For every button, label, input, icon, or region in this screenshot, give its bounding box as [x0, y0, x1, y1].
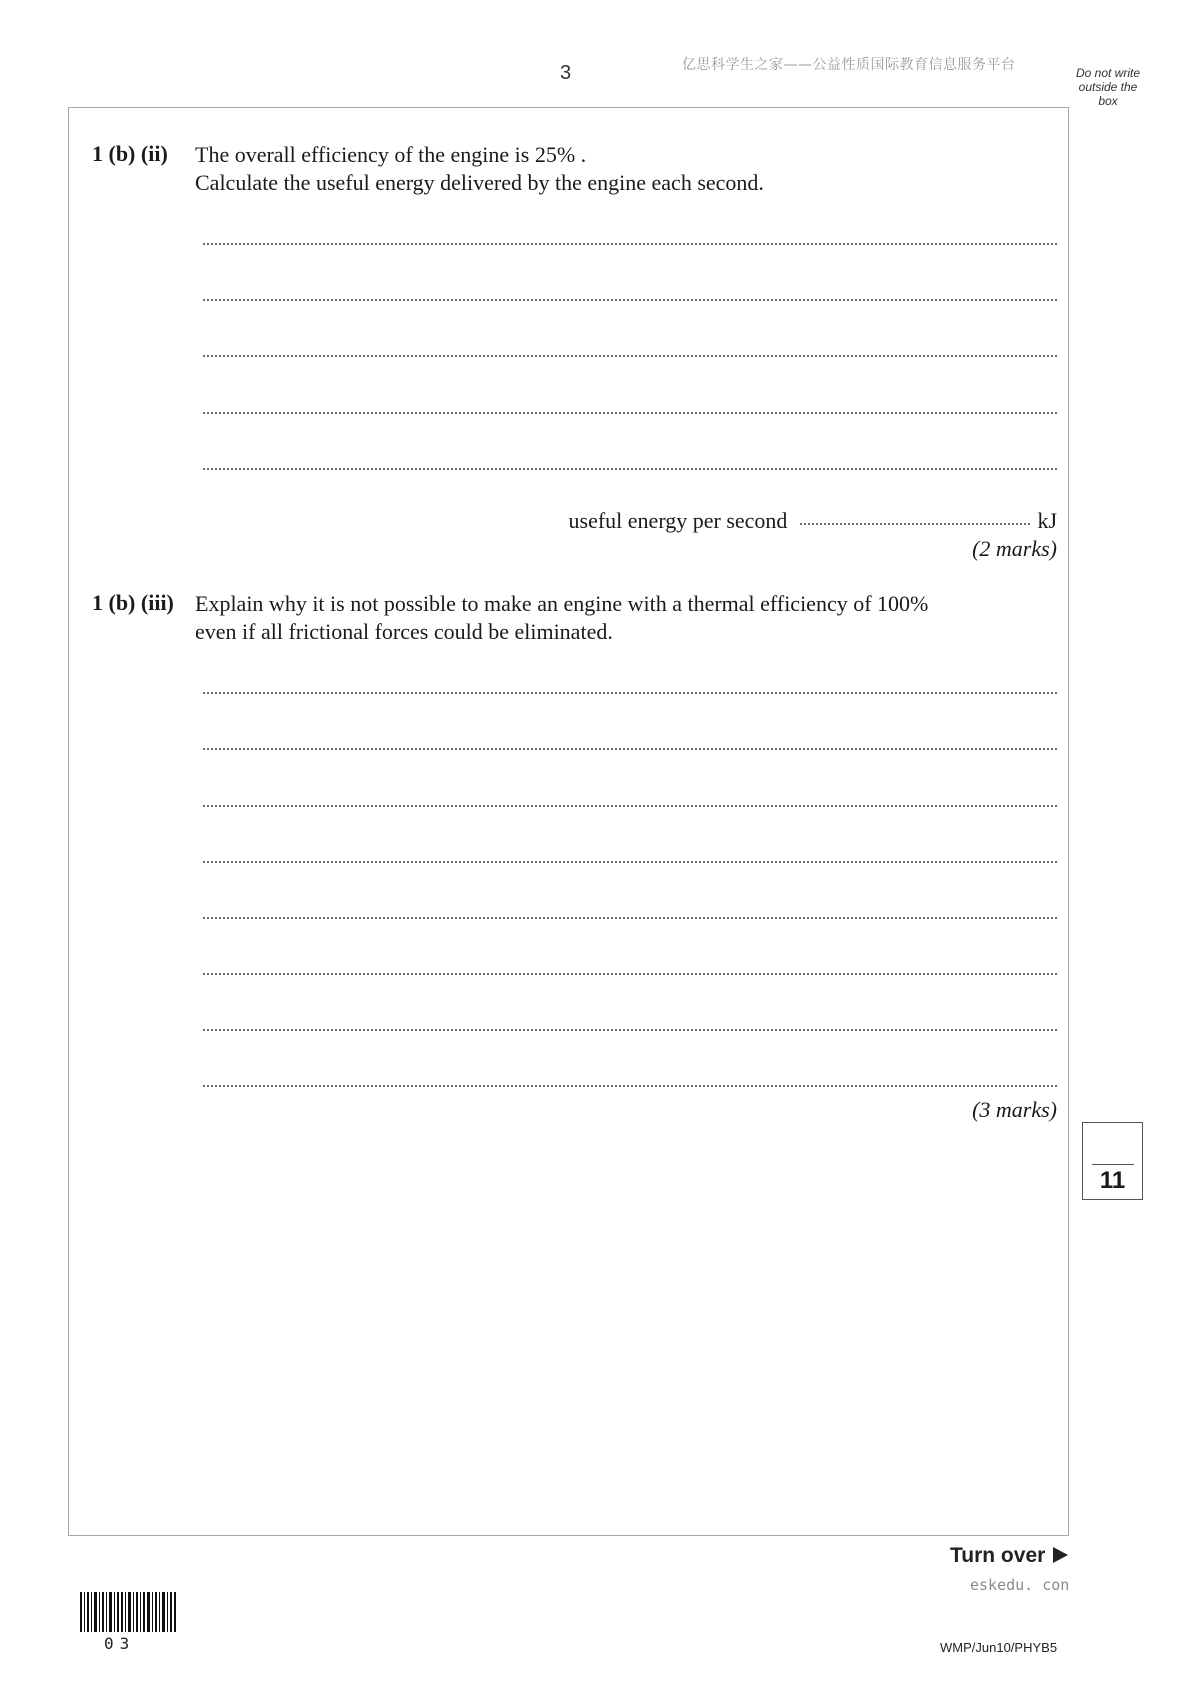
final-answer-field[interactable]: [799, 523, 1031, 525]
answer-line-b-iii-4[interactable]: [202, 861, 1057, 863]
answer-line-b-iii-1[interactable]: [202, 692, 1057, 694]
answer-line-b-iii-5[interactable]: [202, 917, 1057, 919]
question-number-b-iii: 1 (b) (iii): [92, 590, 174, 615]
score-total: 11: [1099, 1167, 1126, 1194]
paper-code: WMP/Jun10/PHYB5: [940, 1640, 1058, 1655]
question-b-iii-line-2: even if all frictional forces could be eliminated.: [195, 619, 613, 644]
answer-line-b-ii-4[interactable]: [202, 412, 1057, 414]
turn-over-text: Turn over: [950, 1544, 1046, 1567]
answer-line-b-iii-3[interactable]: [202, 805, 1057, 807]
question-b-ii-line-2: Calculate the useful energy delivered by the engine each second.: [195, 170, 764, 195]
question-b-iii-line-1: Explain why it is not possible to make an engine with a thermal efficiency of 100%: [195, 591, 929, 616]
marks-b-ii: (2 marks): [972, 536, 1057, 561]
answer-box-frame: [68, 107, 1069, 1536]
page-number: 3: [560, 62, 572, 84]
answer-line-b-ii-1[interactable]: [202, 243, 1057, 245]
question-b-ii-line-1: The overall efficiency of the engine is 25% .: [195, 142, 587, 167]
answer-line-b-ii-2[interactable]: [202, 299, 1057, 301]
barcode-number: 03: [104, 1634, 136, 1653]
site-header-text: 亿思科学生之家——公益性质国际教育信息服务平台: [682, 57, 1016, 73]
answer-line-b-iii-6[interactable]: [202, 973, 1057, 975]
answer-line-b-iii-7[interactable]: [202, 1029, 1057, 1031]
answer-line-b-ii-5[interactable]: [202, 468, 1057, 470]
answer-line-b-iii-8[interactable]: [202, 1085, 1057, 1087]
answer-line-b-iii-2[interactable]: [202, 748, 1057, 750]
turn-over-label: [950, 1544, 1068, 1568]
footer-site-text: eskedu. con: [970, 1576, 1070, 1594]
question-number-b-ii: 1 (b) (ii): [92, 141, 168, 166]
score-box-rule: [1092, 1164, 1134, 1165]
answer-line-b-ii-3[interactable]: [202, 355, 1057, 357]
final-answer-unit: kJ: [1037, 508, 1057, 533]
margin-note: Do not write outside the box: [1075, 66, 1141, 108]
barcode-icon: [80, 1592, 178, 1636]
marks-b-iii: (3 marks): [972, 1097, 1057, 1122]
turn-over-arrow-icon: [1053, 1547, 1068, 1563]
final-answer-label: useful energy per second: [568, 508, 788, 533]
final-answer-row: [569, 508, 1057, 534]
